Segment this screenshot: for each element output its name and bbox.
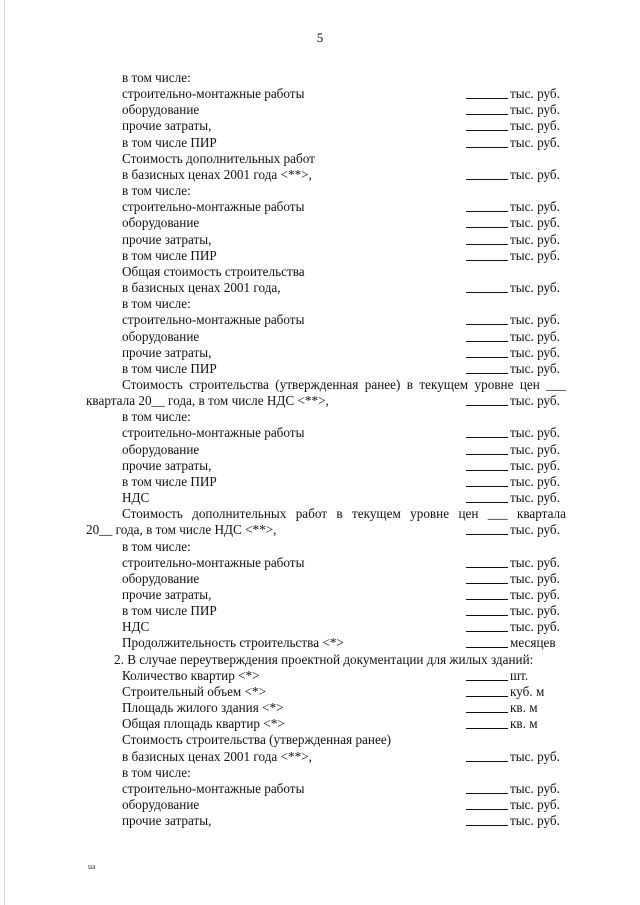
line-text: прочие затраты, bbox=[122, 457, 212, 473]
line-text: строительно-монтажные работы bbox=[122, 199, 305, 215]
line-text: прочие затраты, bbox=[122, 118, 212, 134]
fill-in-blank[interactable] bbox=[466, 393, 508, 406]
fill-in-blank[interactable] bbox=[466, 102, 508, 115]
line-text: в том числе: bbox=[122, 183, 191, 199]
unit-label: тыс. руб. bbox=[510, 102, 560, 118]
footer-mark: ua bbox=[88, 862, 96, 871]
fill-in-blank[interactable] bbox=[466, 329, 508, 342]
amount-cell bbox=[466, 425, 566, 441]
document-line bbox=[86, 248, 566, 264]
document-line bbox=[86, 506, 566, 522]
scan-edge-line bbox=[4, 0, 5, 905]
fill-in-blank[interactable] bbox=[466, 458, 508, 471]
unit-label: тыс. руб. bbox=[510, 490, 560, 506]
unit-label: тыс. руб. bbox=[510, 619, 560, 635]
line-text: в том числе ПИР bbox=[122, 360, 217, 376]
fill-in-blank[interactable] bbox=[466, 425, 508, 438]
amount-cell bbox=[466, 280, 566, 296]
document-line bbox=[86, 86, 566, 102]
line-text: оборудование bbox=[122, 328, 200, 344]
unit-label: кв. м bbox=[510, 700, 538, 716]
line-text: квартала 20__ года, в том числе НДС <**>, bbox=[86, 393, 329, 409]
document-line bbox=[86, 135, 566, 151]
fill-in-blank[interactable] bbox=[466, 490, 508, 503]
document-line bbox=[86, 361, 566, 377]
fill-in-blank[interactable] bbox=[466, 361, 508, 374]
document-line bbox=[86, 329, 566, 345]
document-line bbox=[86, 587, 566, 603]
line-text: НДС bbox=[122, 619, 150, 635]
fill-in-blank[interactable] bbox=[466, 684, 508, 697]
document-line bbox=[86, 264, 566, 280]
unit-label: тыс. руб. bbox=[510, 328, 560, 344]
line-text: строительно-монтажные работы bbox=[122, 86, 305, 102]
document-line bbox=[86, 345, 566, 361]
amount-cell bbox=[466, 635, 566, 651]
unit-label: тыс. руб. bbox=[510, 473, 560, 489]
fill-in-blank[interactable] bbox=[466, 571, 508, 584]
amount-cell bbox=[466, 167, 566, 183]
line-text: строительно-монтажные работы bbox=[122, 425, 305, 441]
fill-in-blank[interactable] bbox=[466, 215, 508, 228]
unit-label: тыс. руб. bbox=[510, 425, 560, 441]
amount-cell bbox=[466, 442, 566, 458]
document-line bbox=[86, 539, 566, 555]
unit-label: тыс. руб. bbox=[510, 344, 560, 360]
document-line bbox=[86, 118, 566, 134]
unit-label: тыс. руб. bbox=[510, 441, 560, 457]
line-text: строительно-монтажные работы bbox=[122, 780, 305, 796]
amount-cell bbox=[466, 587, 566, 603]
document-line bbox=[86, 232, 566, 248]
line-text: Стоимость дополнительных работ bbox=[122, 150, 315, 166]
fill-in-blank[interactable] bbox=[466, 86, 508, 99]
unit-label: тыс. руб. bbox=[510, 587, 560, 602]
line-text: прочие затраты, bbox=[122, 813, 212, 829]
document-line bbox=[86, 280, 566, 296]
document-line bbox=[86, 603, 566, 619]
line-text: 2. В случае переутверждения проектной документации для жилых зданий: bbox=[114, 651, 534, 667]
amount-cell bbox=[466, 86, 566, 102]
unit-label: тыс. руб. bbox=[510, 118, 560, 134]
line-text: в базисных ценах 2001 года <**>, bbox=[122, 166, 312, 182]
unit-label: тыс. руб. bbox=[510, 86, 560, 102]
amount-cell bbox=[466, 135, 566, 151]
line-text: в том числе ПИР bbox=[122, 134, 217, 150]
line-text: Общая площадь квартир <*> bbox=[122, 716, 285, 732]
unit-label: тыс. руб. bbox=[510, 457, 560, 473]
document-line bbox=[86, 425, 566, 441]
line-text: оборудование bbox=[122, 797, 200, 813]
fill-in-blank[interactable] bbox=[466, 442, 508, 455]
document-line bbox=[86, 458, 566, 474]
document-line bbox=[86, 70, 566, 86]
fill-in-blank[interactable] bbox=[466, 700, 508, 713]
amount-cell bbox=[466, 215, 566, 231]
document-line bbox=[86, 442, 566, 458]
unit-label: тыс. руб. bbox=[510, 166, 560, 182]
unit-label: тыс. руб. bbox=[510, 393, 560, 409]
amount-cell bbox=[466, 813, 566, 829]
line-text: прочие затраты, bbox=[122, 231, 212, 247]
line-text: в том числе: bbox=[122, 764, 191, 780]
unit-label: тыс. руб. bbox=[510, 312, 560, 328]
unit-label: месяцев bbox=[510, 635, 556, 651]
document-line bbox=[86, 797, 566, 813]
document-line bbox=[86, 296, 566, 312]
amount-cell bbox=[466, 619, 566, 635]
fill-in-blank[interactable] bbox=[466, 749, 508, 762]
line-text: Стоимость строительства (утвержденная ранее) в текущем уровне цен ___ bbox=[122, 376, 566, 392]
line-text: в базисных ценах 2001 года, bbox=[122, 280, 281, 296]
document-line bbox=[86, 102, 566, 118]
document-line bbox=[86, 619, 566, 635]
fill-in-blank[interactable] bbox=[466, 781, 508, 794]
line-text: Продолжительность строительства <*> bbox=[122, 635, 344, 651]
document-line bbox=[86, 199, 566, 215]
document-line bbox=[86, 474, 566, 490]
document-line bbox=[86, 571, 566, 587]
fill-in-blank[interactable] bbox=[466, 474, 508, 487]
amount-cell bbox=[466, 571, 566, 587]
unit-label: тыс. руб. bbox=[510, 360, 560, 376]
line-text: оборудование bbox=[122, 215, 200, 231]
amount-cell bbox=[466, 490, 566, 506]
fill-in-blank[interactable] bbox=[466, 716, 508, 729]
amount-cell bbox=[466, 199, 566, 215]
document-line bbox=[86, 151, 566, 167]
amount-cell bbox=[466, 361, 566, 377]
document-line bbox=[86, 668, 566, 684]
unit-label: тыс. руб. bbox=[510, 215, 560, 231]
amount-cell bbox=[466, 248, 566, 264]
fill-in-blank[interactable] bbox=[466, 135, 508, 148]
line-text: оборудование bbox=[122, 102, 200, 118]
line-text: 20__ года, в том числе НДС <**>, bbox=[86, 522, 277, 538]
document-line bbox=[86, 684, 566, 700]
fill-in-blank[interactable] bbox=[466, 345, 508, 358]
line-text: Количество квартир <*> bbox=[122, 667, 260, 683]
document-line bbox=[86, 732, 566, 748]
unit-label: шт. bbox=[510, 667, 529, 683]
amount-cell bbox=[466, 700, 566, 716]
document-line bbox=[86, 555, 566, 571]
unit-label: тыс. руб. bbox=[510, 797, 560, 813]
fill-in-blank[interactable] bbox=[466, 813, 508, 826]
amount-cell bbox=[466, 345, 566, 361]
fill-in-blank[interactable] bbox=[466, 167, 508, 180]
amount-cell bbox=[466, 102, 566, 118]
fill-in-blank[interactable] bbox=[466, 797, 508, 810]
fill-in-blank[interactable] bbox=[466, 555, 508, 568]
fill-in-blank[interactable] bbox=[466, 312, 508, 325]
fill-in-blank[interactable] bbox=[466, 603, 508, 616]
amount-cell bbox=[466, 329, 566, 345]
amount-cell bbox=[466, 555, 566, 571]
unit-label: тыс. руб. bbox=[510, 748, 560, 764]
line-text: Строительный объем <*> bbox=[122, 683, 267, 699]
amount-cell bbox=[466, 312, 566, 328]
amount-cell bbox=[466, 232, 566, 248]
fill-in-blank[interactable] bbox=[466, 248, 508, 261]
amount-cell bbox=[466, 716, 566, 732]
document-line bbox=[86, 409, 566, 425]
unit-label: тыс. руб. bbox=[510, 280, 560, 296]
line-text: в том числе: bbox=[122, 409, 191, 425]
unit-label: кв. м bbox=[510, 716, 538, 732]
document-line bbox=[86, 635, 566, 651]
amount-cell bbox=[466, 118, 566, 134]
amount-cell bbox=[466, 781, 566, 797]
line-text: Общая стоимость строительства bbox=[122, 263, 305, 279]
unit-label: куб. м bbox=[510, 683, 545, 699]
fill-in-blank[interactable] bbox=[466, 587, 508, 600]
fill-in-blank[interactable] bbox=[466, 619, 508, 632]
document-body bbox=[86, 70, 566, 829]
document-line bbox=[86, 765, 566, 781]
document-line bbox=[86, 522, 566, 538]
line-text: Стоимость строительства (утвержденная ранее) bbox=[122, 732, 392, 748]
unit-label: тыс. руб. bbox=[510, 522, 560, 538]
amount-cell bbox=[466, 668, 566, 684]
document-line bbox=[86, 312, 566, 328]
fill-in-blank[interactable] bbox=[466, 522, 508, 535]
line-text: в том числе ПИР bbox=[122, 473, 217, 489]
fill-in-blank[interactable] bbox=[466, 668, 508, 681]
amount-cell bbox=[466, 684, 566, 700]
fill-in-blank[interactable] bbox=[466, 232, 508, 245]
amount-cell bbox=[466, 522, 566, 538]
line-text: прочие затраты, bbox=[122, 587, 212, 602]
document-line bbox=[86, 393, 566, 409]
page-number: 5 bbox=[316, 30, 324, 45]
document-line bbox=[86, 716, 566, 732]
amount-cell bbox=[466, 474, 566, 490]
amount-cell bbox=[466, 797, 566, 813]
document-line bbox=[86, 167, 566, 183]
line-text: оборудование bbox=[122, 570, 200, 586]
document-line bbox=[86, 183, 566, 199]
unit-label: тыс. руб. bbox=[510, 813, 560, 829]
line-text: Площадь жилого здания <*> bbox=[122, 700, 284, 716]
amount-cell bbox=[466, 393, 566, 409]
line-text: в том числе: bbox=[122, 70, 191, 85]
amount-cell bbox=[466, 458, 566, 474]
document-line bbox=[86, 652, 566, 668]
unit-label: тыс. руб. bbox=[510, 231, 560, 247]
document-line bbox=[86, 781, 566, 797]
line-text: оборудование bbox=[122, 441, 200, 457]
line-text: строительно-монтажные работы bbox=[122, 312, 305, 328]
line-text: прочие затраты, bbox=[122, 344, 212, 360]
unit-label: тыс. руб. bbox=[510, 780, 560, 796]
line-text: в том числе: bbox=[122, 296, 191, 312]
document-line bbox=[86, 749, 566, 765]
line-text: в том числе ПИР bbox=[122, 247, 217, 263]
unit-label: тыс. руб. bbox=[510, 570, 560, 586]
document-line bbox=[86, 700, 566, 716]
document-line bbox=[86, 813, 566, 829]
fill-in-blank[interactable] bbox=[466, 118, 508, 131]
unit-label: тыс. руб. bbox=[510, 554, 560, 570]
fill-in-blank[interactable] bbox=[466, 280, 508, 293]
unit-label: тыс. руб. bbox=[510, 199, 560, 215]
line-text: Стоимость дополнительных работ в текущем уровне цен ___ квартала bbox=[122, 506, 566, 522]
document-line bbox=[86, 215, 566, 231]
fill-in-blank[interactable] bbox=[466, 635, 508, 648]
unit-label: тыс. руб. bbox=[510, 134, 560, 150]
line-text: строительно-монтажные работы bbox=[122, 554, 305, 570]
unit-label: тыс. руб. bbox=[510, 247, 560, 263]
line-text: в том числе: bbox=[122, 538, 191, 554]
amount-cell bbox=[466, 603, 566, 619]
line-text: в базисных ценах 2001 года <**>, bbox=[122, 748, 312, 764]
fill-in-blank[interactable] bbox=[466, 199, 508, 212]
line-text: НДС bbox=[122, 490, 150, 506]
amount-cell bbox=[466, 749, 566, 765]
document-line bbox=[86, 490, 566, 506]
document-line bbox=[86, 377, 566, 393]
line-text: в том числе ПИР bbox=[122, 603, 217, 619]
unit-label: тыс. руб. bbox=[510, 603, 560, 619]
